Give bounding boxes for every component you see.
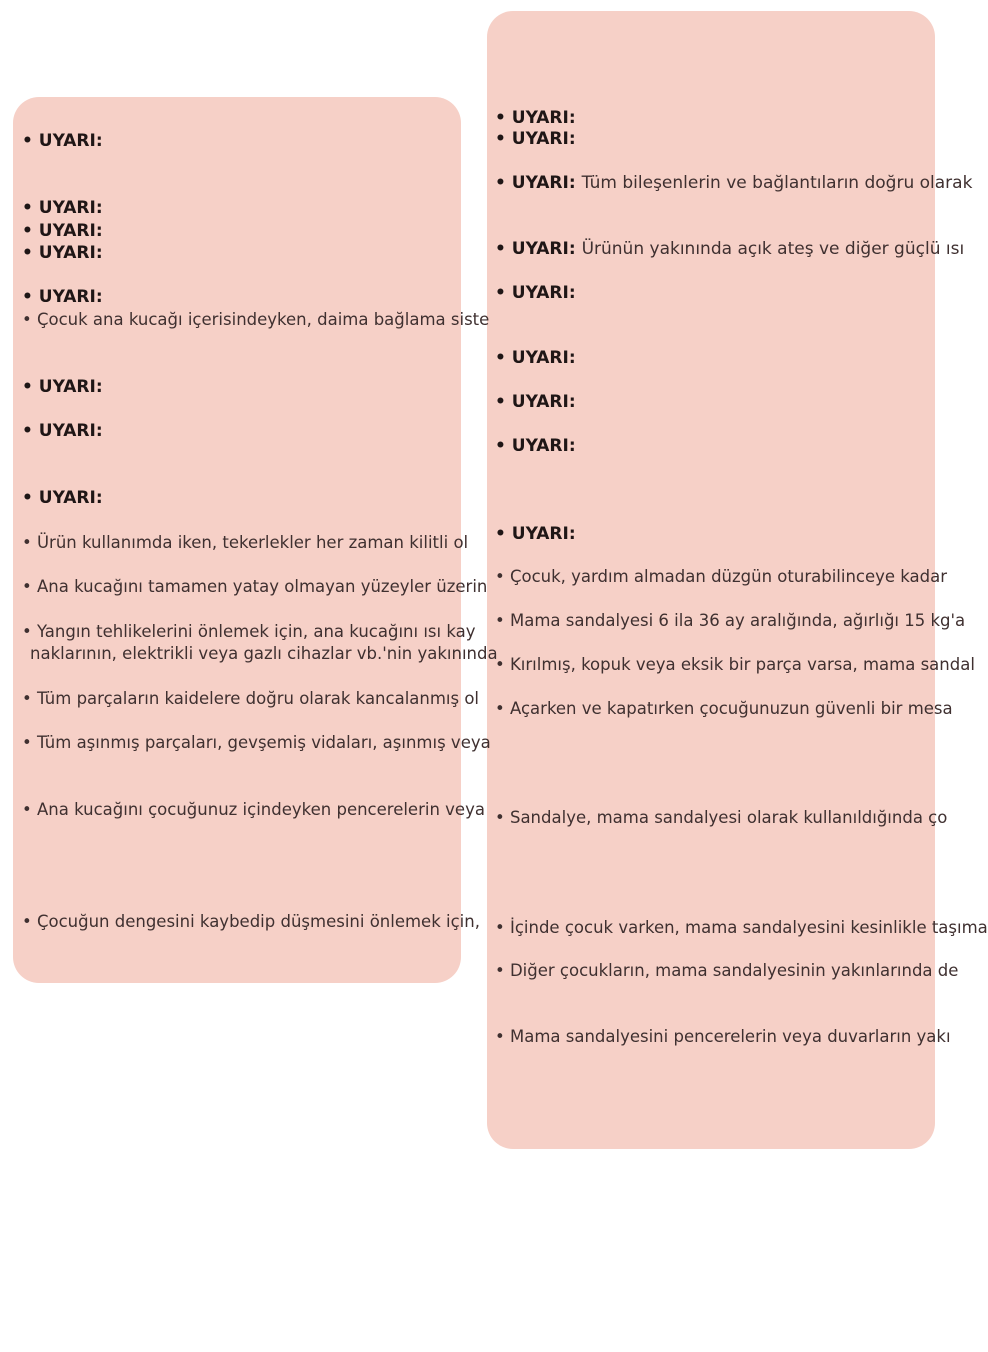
instruction-text: • Sandalye, mama sandalyesi olarak kullanıldığında ço bbox=[495, 808, 948, 827]
instruction-text: • Ana kucağını tamamen yatay olmayan yüzeyler üzerin bbox=[22, 577, 488, 596]
instruction-text: • Ana kucağını çocuğunuz içindeyken pencerelerin veya bbox=[22, 800, 485, 819]
instruction-text: • Çocuk, yardım almadan düzgün oturabilinceye kadar bbox=[495, 567, 948, 586]
warning-label: • UYARI: bbox=[22, 421, 103, 441]
warning-label: • UYARI: bbox=[22, 243, 103, 263]
instruction-text: • Çocuğun dengesini kaybedip düşmesini önlemek için, bbox=[22, 912, 480, 931]
warning-label: • UYARI: bbox=[495, 129, 576, 149]
warning-label: • UYARI: bbox=[22, 131, 103, 151]
warning-label: • UYARI: bbox=[495, 239, 576, 259]
warning-label: • UYARI: bbox=[495, 436, 576, 456]
warning-label: • UYARI: bbox=[22, 198, 103, 218]
warning-label: • UYARI: bbox=[22, 287, 103, 307]
instruction-text: • Tüm aşınmış parçaları, gevşemiş vidaları, aşınmış veya bbox=[22, 733, 491, 752]
instruction-text: • Kırılmış, kopuk veya eksik bir parça varsa, mama sandal bbox=[495, 655, 975, 674]
instruction-text: • Mama sandalyesi 6 ila 36 ay aralığında, ağırlığı 15 kg'a bbox=[495, 611, 966, 630]
instruction-text: • Tüm parçaların kaidelere doğru olarak kancalanmış ol bbox=[22, 689, 480, 708]
warning-line bbox=[495, 239, 965, 259]
warning-label: • UYARI: bbox=[495, 392, 576, 412]
warning-text: Ürünün yakınında açık ateş ve diğer güçlü ısı bbox=[581, 239, 965, 259]
warning-text: Tüm bileşenlerin ve bağlantıların doğru olarak bbox=[581, 173, 973, 193]
instruction-text: • Yangın tehlikelerini önlemek için, ana kucağını ısı kay bbox=[22, 622, 476, 641]
instruction-text: • Mama sandalyesini pencerelerin veya duvarların yakı bbox=[495, 1027, 951, 1046]
instruction-text: • Açarken ve kapatırken çocuğunuzun güvenli bir mesa bbox=[495, 699, 953, 718]
warning-label: • UYARI: bbox=[495, 108, 576, 128]
instruction-text: • Diğer çocukların, mama sandalyesinin yakınlarında de bbox=[495, 961, 959, 980]
warning-label: • UYARI: bbox=[495, 524, 576, 544]
instruction-text: naklarının, elektrikli veya gazlı cihazlar vb.'nin yakınında bbox=[30, 644, 498, 663]
warning-label: • UYARI: bbox=[22, 221, 103, 241]
warning-label: • UYARI: bbox=[22, 377, 103, 397]
warning-label: • UYARI: bbox=[495, 348, 576, 368]
warning-label: • UYARI: bbox=[495, 283, 576, 303]
instruction-text: • İçinde çocuk varken, mama sandalyesini kesinlikle taşıma bbox=[495, 918, 988, 937]
warning-line bbox=[495, 173, 973, 193]
warning-label: • UYARI: bbox=[22, 488, 103, 508]
instruction-text: • Ürün kullanımda iken, tekerlekler her zaman kilitli ol bbox=[22, 533, 469, 552]
warning-label: • UYARI: bbox=[495, 173, 576, 193]
instruction-text: • Çocuk ana kucağı içerisindeyken, daima bağlama siste bbox=[22, 310, 490, 329]
